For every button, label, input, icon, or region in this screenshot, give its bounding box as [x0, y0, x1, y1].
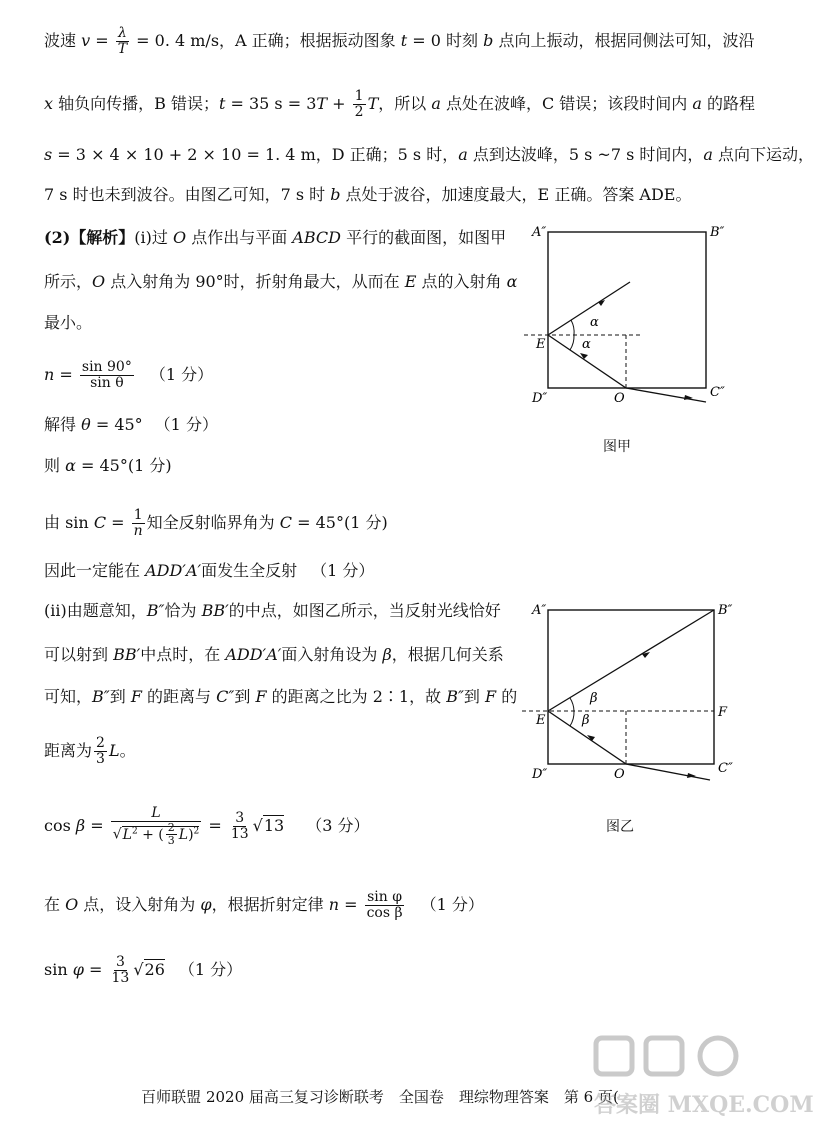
angle-arc-bottom	[570, 335, 574, 350]
part-ii-line-3: 可知，B″到 F 的距离与 C″到 F 的距离之比为 2∶1，故 B″到 F 的	[44, 687, 518, 706]
equation-refraction-o: 在 O 点，设入射角为 φ，根据折射定律 n = $\frac{\text{sin φ}}{\text{cos β}}$ （1 分）	[44, 889, 484, 921]
fraction: $\frac{3}{13}$	[111, 954, 130, 986]
conclusion-total-reflection: 因此一定能在 ADD′A′面发生全反射 （1 分）	[44, 561, 375, 580]
incident-ray	[626, 764, 710, 780]
text-line-4: 7 s 时也未到波谷。由图乙可知，7 s 时 b 点处于波谷，加速度最大，E 正确。答案 ADE。	[44, 185, 692, 204]
label-a: A″	[532, 603, 547, 618]
reflected-ray	[548, 610, 714, 711]
angle-arc-top	[571, 320, 574, 335]
label-e: E	[536, 337, 546, 352]
label-d: D″	[532, 391, 548, 406]
cross-section-square	[548, 232, 706, 388]
part-ii-line-4: 距离为 $\frac{2}{3}$ L。	[44, 735, 136, 767]
watermark-logo	[590, 1030, 814, 1120]
text-line-2: x 轴负向传播，B 错误；t = 35 s = 3T + $\frac{1}{2}$ T，所以 a 点处在波峰，C 错误；该段时间内 a 的路程	[44, 88, 756, 120]
watermark-text: 答案圈 MXQE.COM	[594, 1092, 814, 1118]
angle-arc-top	[570, 698, 574, 711]
fraction: $\frac{2}{3}$	[96, 735, 105, 767]
equation-alpha: 则 α = 45°(1 分)	[44, 456, 172, 475]
figure-jia-diagram	[510, 222, 750, 412]
label-alpha-top: α	[590, 315, 599, 330]
part2-line-2: 所示，O 点入射角为 90°时，折射角最大，从而在 E 点的入射角 α	[44, 272, 518, 291]
part-ii-line-1: (ⅱ)由题意知，B″恰为 BB′的中点，如图乙所示，当反射光线恰好	[44, 601, 501, 620]
equation-refraction: n = $\frac{\sin 90^\circ}{\text{sin θ}}$ （1 分）	[44, 359, 214, 391]
figure-yi-caption: 图乙	[606, 819, 634, 835]
label-beta-bottom: β	[582, 713, 590, 728]
equation-critical-angle: 由 sin C = $\frac{1}{n}$ 知全反射临界角为 C = 45°(1 分)	[44, 507, 388, 539]
part-ii-line-2: 可以射到 BB′中点时，在 ADD′A′面入射角设为 β，根据几何关系	[44, 645, 504, 664]
fraction: $\frac{\sin 90^\circ}{\text{sin θ}}$	[81, 359, 132, 391]
label-c: C″	[718, 761, 733, 776]
fraction: $\frac{1}{2}$	[354, 88, 364, 120]
label-e: E	[536, 713, 546, 728]
page-footer: 百师联盟 2020 届高三复习诊断联考 全国卷 理综物理答案 第 6 页(	[141, 1088, 619, 1106]
fraction: $\frac{3}{13}$	[230, 810, 249, 842]
fraction: $\frac{1}{n}$	[133, 507, 143, 539]
figure-yi-diagram	[510, 598, 755, 788]
label-o: O	[614, 391, 625, 406]
text-line-3: s = 3 × 4 × 10 + 2 × 10 = 1. 4 m，D 正确；5 s 时，a 点到达波峰，5 s ~7 s 时间内，a 点向下运动，	[44, 145, 814, 164]
label-alpha-bottom: α	[582, 337, 591, 352]
incident-ray	[626, 388, 706, 402]
equation-theta: 解得 θ = 45° （1 分）	[44, 415, 218, 434]
text-line-1: 波速 v = $\frac{\lambda}{T}$ = 0. 4 m/s，A 正确；根据振动图象 t = 0 时刻 b 点向上振动，根据同侧法可知，波沿	[44, 25, 755, 57]
label-d: D″	[532, 767, 548, 782]
label-o: O	[614, 767, 625, 782]
reflected-ray	[548, 282, 630, 335]
label-b: B″	[710, 225, 725, 240]
equation-sin-phi: sin φ = $\frac{3}{13}$ √26 （1 分）	[44, 954, 243, 986]
part2-line-1: (2)【解析】(ⅰ)过 O 点作出与平面 ABCD 平行的截面图，如图甲	[44, 228, 507, 247]
label-f: F	[718, 705, 728, 720]
label-c: C″	[710, 385, 725, 400]
fraction: $\frac{\text{sin φ}}{\text{cos β}}$	[366, 889, 403, 921]
fraction: $\frac{\lambda}{T}$	[117, 25, 128, 57]
part2-line-3: 最小。	[44, 313, 93, 332]
label-a: A″	[532, 225, 547, 240]
label-b: B″	[718, 603, 733, 618]
cross-section-square	[548, 610, 714, 764]
fraction: L $√L^2$ + ( $\frac{2}{3}$ L)$^2$	[112, 805, 200, 847]
label-beta-top: β	[590, 691, 598, 706]
angle-arc-bottom	[570, 711, 574, 726]
figure-jia-caption: 图甲	[603, 439, 631, 455]
equation-cos-beta: cos β = L $√L^2$ + ( $\frac{2}{3}$ L)$^2$ = $\frac{3}{13}$ √13 （3 分）	[44, 805, 370, 847]
